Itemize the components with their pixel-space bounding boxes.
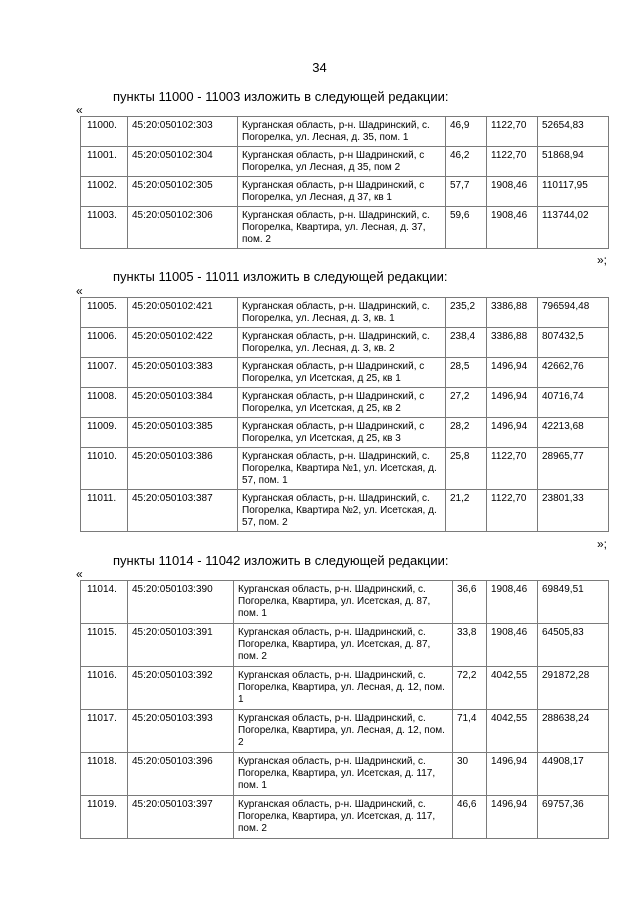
row-number-cell: 11009.: [81, 418, 128, 448]
area-cell: 46,6: [453, 796, 487, 839]
cadastral-rate-cell: 1496,94: [487, 388, 538, 418]
cadastral-rate-cell: 4042,55: [487, 710, 538, 753]
address-cell: Курганская область, р-н. Шадринский, с. Погорелка, Квартира, ул. Лесная, д. 12, пом. 1: [234, 667, 453, 710]
table-row: [81, 147, 609, 177]
table-row: [81, 117, 609, 147]
address-cell: Курганская область, р-н. Шадринский, с. Погорелка, ул. Лесная, д. 3, кв. 1: [238, 298, 446, 328]
address-cell: Курганская область, р-н. Шадринский, с. Погорелка, Квартира, ул. Исетская, д. 117, пом. 1: [234, 753, 453, 796]
section-2-close-quote: »;: [597, 537, 608, 551]
section-2-intro: пункты 11005 - 11011 изложить в следующей редакции:: [113, 269, 448, 284]
cadastral-rate-cell: 1122,70: [487, 147, 538, 177]
cadastral-value-cell: 51868,94: [538, 147, 609, 177]
section-3-table: [80, 580, 609, 839]
cadastral-value-cell: 40716,74: [538, 388, 609, 418]
address-cell: Курганская область, р-н. Шадринский, с. Погорелка, ул. Лесная, д. 35, пом. 1: [238, 117, 446, 147]
cadastral-rate-cell: 1908,46: [487, 177, 538, 207]
row-number-cell: 11010.: [81, 448, 128, 490]
address-cell: Курганская область, р-н Шадринский, с Погорелка, ул Исетская, д 25, кв 1: [238, 358, 446, 388]
row-number-cell: 11008.: [81, 388, 128, 418]
cadastral-rate-cell: 1122,70: [487, 448, 538, 490]
cadastral-rate-cell: 1496,94: [487, 418, 538, 448]
area-cell: 57,7: [446, 177, 487, 207]
area-cell: 46,2: [446, 147, 487, 177]
table-row: [81, 796, 609, 839]
cadastral-value-cell: 44908,17: [538, 753, 609, 796]
cadastral-number-cell: 45:20:050103:384: [128, 388, 238, 418]
row-number-cell: 11014.: [81, 581, 128, 624]
area-cell: 30: [453, 753, 487, 796]
cadastral-value-cell: 113744,02: [538, 207, 609, 249]
cadastral-rate-cell: 1122,70: [487, 117, 538, 147]
table-row: [81, 418, 609, 448]
cadastral-number-cell: 45:20:050103:397: [128, 796, 234, 839]
cadastral-number-cell: 45:20:050103:392: [128, 667, 234, 710]
row-number-cell: 11006.: [81, 328, 128, 358]
section-3-open-quote: «: [76, 567, 83, 581]
address-cell: Курганская область, р-н. Шадринский, с. Погорелка, Квартира, ул. Исетская, д. 87, пом. 2: [234, 624, 453, 667]
area-cell: 59,6: [446, 207, 487, 249]
row-number-cell: 11000.: [81, 117, 128, 147]
cadastral-number-cell: 45:20:050102:303: [128, 117, 238, 147]
address-cell: Курганская область, р-н. Шадринский, с. Погорелка, Квартира, ул. Лесная, д. 12, пом. 2: [234, 710, 453, 753]
area-cell: 27,2: [446, 388, 487, 418]
page-number: 34: [312, 60, 327, 75]
cadastral-number-cell: 45:20:050103:390: [128, 581, 234, 624]
table-row: [81, 624, 609, 667]
row-number-cell: 11005.: [81, 298, 128, 328]
section-1-intro: пункты 11000 - 11003 изложить в следующей редакции:: [113, 89, 449, 104]
address-cell: Курганская область, р-н. Шадринский, с. Погорелка, Квартира, ул. Исетская, д. 117, пом. 2: [234, 796, 453, 839]
section-1-close-quote: »;: [597, 253, 608, 267]
cadastral-value-cell: 64505,83: [538, 624, 609, 667]
row-number-cell: 11002.: [81, 177, 128, 207]
table-row: [81, 388, 609, 418]
table-row: [81, 710, 609, 753]
cadastral-number-cell: 45:20:050103:393: [128, 710, 234, 753]
area-cell: 33,8: [453, 624, 487, 667]
cadastral-rate-cell: 1496,94: [487, 753, 538, 796]
cadastral-value-cell: 110117,95: [538, 177, 609, 207]
cadastral-number-cell: 45:20:050103:391: [128, 624, 234, 667]
cadastral-number-cell: 45:20:050103:385: [128, 418, 238, 448]
cadastral-rate-cell: 3386,88: [487, 298, 538, 328]
cadastral-value-cell: 52654,83: [538, 117, 609, 147]
table-row: [81, 358, 609, 388]
cadastral-rate-cell: 3386,88: [487, 328, 538, 358]
row-number-cell: 11015.: [81, 624, 128, 667]
area-cell: 235,2: [446, 298, 487, 328]
table-row: [81, 581, 609, 624]
cadastral-number-cell: 45:20:050103:386: [128, 448, 238, 490]
table-row: [81, 298, 609, 328]
address-cell: Курганская область, р-н Шадринский, с Погорелка, ул Исетская, д 25, кв 3: [238, 418, 446, 448]
cadastral-rate-cell: 1122,70: [487, 490, 538, 532]
row-number-cell: 11016.: [81, 667, 128, 710]
row-number-cell: 11011.: [81, 490, 128, 532]
section-1-table: [80, 116, 609, 249]
address-cell: Курганская область, р-н. Шадринский, с. Погорелка, Квартира №2, ул. Исетская, д. 57, пом. 2: [238, 490, 446, 532]
cadastral-value-cell: 69849,51: [538, 581, 609, 624]
table-row: [81, 448, 609, 490]
area-cell: 28,5: [446, 358, 487, 388]
address-cell: Курганская область, р-н Шадринский, с Погорелка, ул Исетская, д 25, кв 2: [238, 388, 446, 418]
table-row: [81, 490, 609, 532]
address-cell: Курганская область, р-н Шадринский, с Погорелка, ул Лесная, д 35, пом 2: [238, 147, 446, 177]
section-1-open-quote: «: [76, 103, 83, 117]
cadastral-number-cell: 45:20:050102:306: [128, 207, 238, 249]
cadastral-rate-cell: 4042,55: [487, 667, 538, 710]
cadastral-rate-cell: 1496,94: [487, 358, 538, 388]
table-row: [81, 177, 609, 207]
cadastral-number-cell: 45:20:050103:387: [128, 490, 238, 532]
row-number-cell: 11001.: [81, 147, 128, 177]
row-number-cell: 11003.: [81, 207, 128, 249]
address-cell: Курганская область, р-н. Шадринский, с. Погорелка, Квартира, ул. Исетская, д. 87, пом. 1: [234, 581, 453, 624]
address-cell: Курганская область, р-н. Шадринский, с. Погорелка, Квартира №1, ул. Исетская, д. 57, пом. 1: [238, 448, 446, 490]
area-cell: 36,6: [453, 581, 487, 624]
cadastral-value-cell: 69757,36: [538, 796, 609, 839]
table-row: [81, 753, 609, 796]
address-cell: Курганская область, р-н Шадринский, с Погорелка, ул Лесная, д 37, кв 1: [238, 177, 446, 207]
row-number-cell: 11018.: [81, 753, 128, 796]
section-2-open-quote: «: [76, 284, 83, 298]
row-number-cell: 11017.: [81, 710, 128, 753]
cadastral-rate-cell: 1908,46: [487, 624, 538, 667]
cadastral-value-cell: 291872,28: [538, 667, 609, 710]
table-row: [81, 207, 609, 249]
area-cell: 72,2: [453, 667, 487, 710]
row-number-cell: 11007.: [81, 358, 128, 388]
cadastral-value-cell: 796594,48: [538, 298, 609, 328]
section-3-intro: пункты 11014 - 11042 изложить в следующей редакции:: [113, 553, 449, 568]
cadastral-number-cell: 45:20:050102:305: [128, 177, 238, 207]
cadastral-rate-cell: 1908,46: [487, 581, 538, 624]
cadastral-value-cell: 23801,33: [538, 490, 609, 532]
cadastral-number-cell: 45:20:050103:396: [128, 753, 234, 796]
area-cell: 238,4: [446, 328, 487, 358]
cadastral-rate-cell: 1908,46: [487, 207, 538, 249]
cadastral-value-cell: 288638,24: [538, 710, 609, 753]
area-cell: 21,2: [446, 490, 487, 532]
address-cell: Курганская область, р-н. Шадринский, с. Погорелка, ул. Лесная, д. 3, кв. 2: [238, 328, 446, 358]
table-row: [81, 328, 609, 358]
cadastral-number-cell: 45:20:050102:422: [128, 328, 238, 358]
section-2-table: [80, 297, 609, 532]
cadastral-number-cell: 45:20:050103:383: [128, 358, 238, 388]
cadastral-value-cell: 28965,77: [538, 448, 609, 490]
cadastral-rate-cell: 1496,94: [487, 796, 538, 839]
area-cell: 46,9: [446, 117, 487, 147]
cadastral-number-cell: 45:20:050102:304: [128, 147, 238, 177]
address-cell: Курганская область, р-н. Шадринский, с. Погорелка, Квартира, ул. Лесная, д. 37, пом. 2: [238, 207, 446, 249]
table-row: [81, 667, 609, 710]
area-cell: 71,4: [453, 710, 487, 753]
area-cell: 25,8: [446, 448, 487, 490]
cadastral-value-cell: 807432,5: [538, 328, 609, 358]
cadastral-number-cell: 45:20:050102:421: [128, 298, 238, 328]
cadastral-value-cell: 42213,68: [538, 418, 609, 448]
row-number-cell: 11019.: [81, 796, 128, 839]
area-cell: 28,2: [446, 418, 487, 448]
cadastral-value-cell: 42662,76: [538, 358, 609, 388]
